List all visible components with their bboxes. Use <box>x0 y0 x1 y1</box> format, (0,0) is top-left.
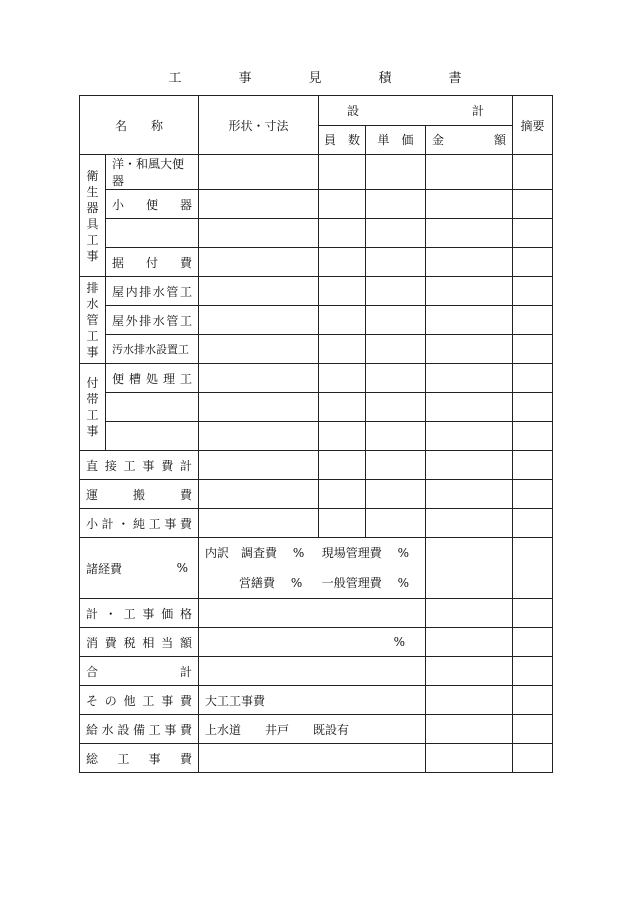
table-row <box>80 715 553 744</box>
item-outdoor-drain: 屋外排水管工 <box>106 306 199 335</box>
table-row <box>80 364 553 393</box>
table-row <box>80 538 553 599</box>
table-row <box>80 628 553 657</box>
group-label-drainage: 排水管工事 <box>80 277 106 364</box>
header-shape: 形状・寸法 <box>199 96 319 155</box>
row-grand: 合計 <box>80 657 199 686</box>
table-row <box>80 599 553 628</box>
row-sum-total: 総工事費 <box>80 744 199 773</box>
row-other: その他工事費 <box>80 686 199 715</box>
table-row <box>80 335 553 364</box>
table-row <box>80 451 553 480</box>
row-total-price: 計・工事価格 <box>80 599 199 628</box>
header-unit-price: 単 価 <box>366 125 426 155</box>
header-amount: 金 額 <box>426 125 513 155</box>
table-row <box>80 277 553 306</box>
table-row <box>80 393 553 422</box>
header-remarks: 摘要 <box>513 96 553 155</box>
item-sewage: 汚水排水設置工 <box>106 335 199 364</box>
table-row <box>80 306 553 335</box>
row-tax: 消費税相当額 <box>80 628 199 657</box>
tax-pct: % <box>393 635 406 649</box>
header-design-right: 計 <box>472 103 485 118</box>
table-row <box>80 509 553 538</box>
row-direct: 直接工事費計 <box>80 451 199 480</box>
item-indoor-drain: 屋内排水管工 <box>106 277 199 306</box>
tax-pct-cell <box>199 628 426 657</box>
table-row <box>80 480 553 509</box>
table-row <box>80 190 553 219</box>
overhead-detail: 内訳 調査費 % 現場管理費 % 営繕費 % 一般管理費 % <box>199 538 426 599</box>
table-row <box>80 155 553 190</box>
row-transport: 運搬費 <box>80 480 199 509</box>
header-design-left: 設 <box>347 103 360 118</box>
table-row <box>80 219 553 248</box>
group-label-auxiliary: 付帯工事 <box>80 364 106 451</box>
table-row <box>80 248 553 277</box>
group-label-sanitary: 衛生器具工事 <box>80 155 106 277</box>
table-row <box>80 744 553 773</box>
estimate-table <box>79 95 553 773</box>
item-install: 据付費 <box>106 248 199 277</box>
row-water: 給水設備工事費 <box>80 715 199 744</box>
other-detail: 大工工事費 <box>199 686 426 715</box>
row-overhead: 諸経費 % <box>80 538 199 599</box>
header-design <box>319 96 513 126</box>
header-row-1 <box>80 96 553 126</box>
item-toilet: 洋・和風大便器 <box>106 155 199 190</box>
document-title: 工 事 見 積 書 <box>168 71 484 86</box>
header-qty: 員 数 <box>319 125 366 155</box>
table-row <box>80 657 553 686</box>
table-row <box>80 686 553 715</box>
item-septic: 便槽処理工 <box>106 364 199 393</box>
table-row <box>80 422 553 451</box>
water-detail: 上水道 井戸 既設有 <box>199 715 426 744</box>
header-name: 名 称 <box>80 96 199 155</box>
row-subtotal: 小計・純工事費 <box>80 509 199 538</box>
item-urinal: 小便器 <box>106 190 199 219</box>
